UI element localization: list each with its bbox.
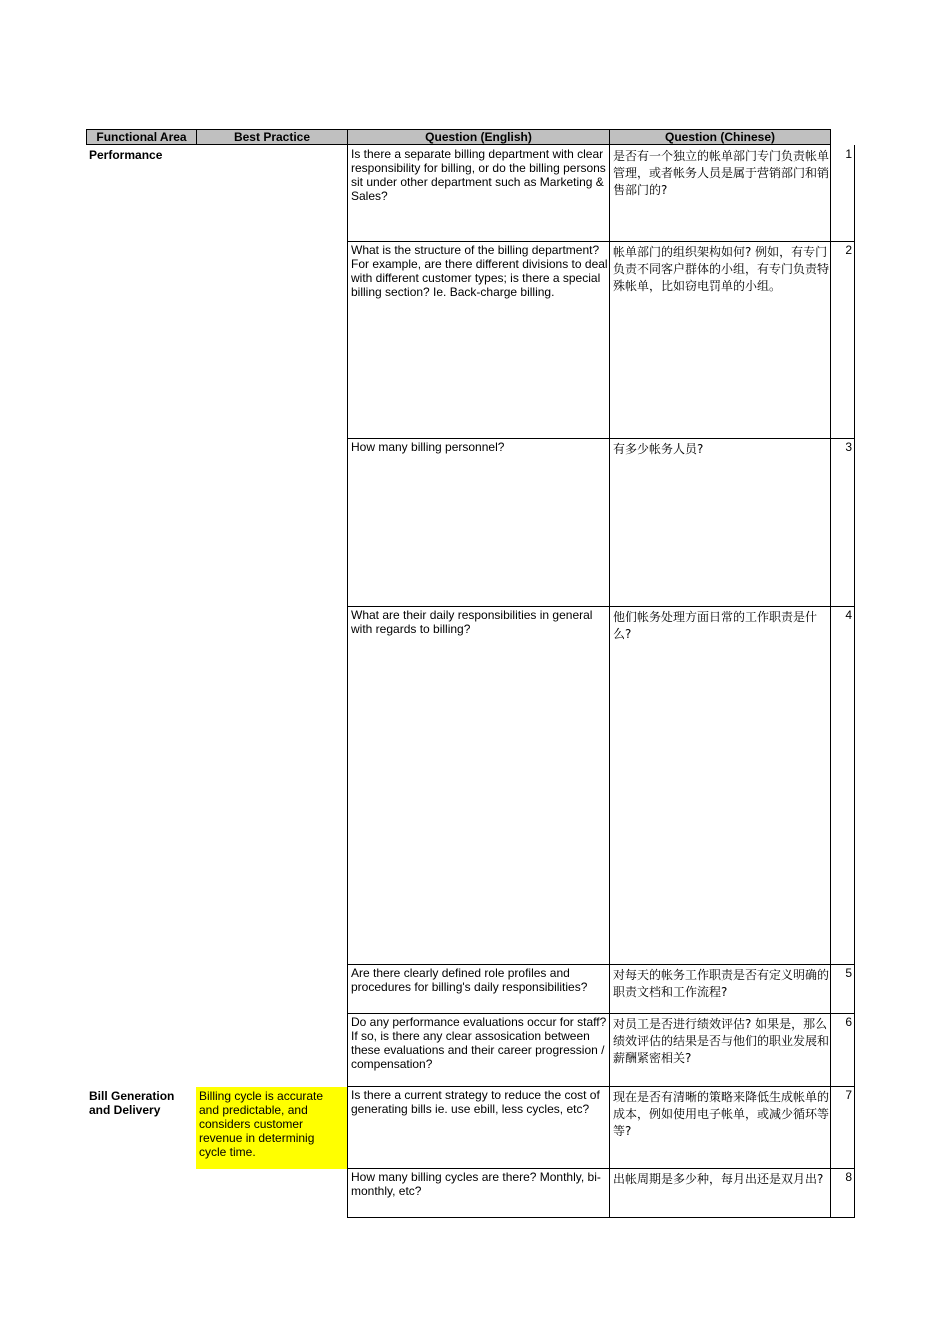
- header-functional-area: Functional Area: [86, 129, 197, 145]
- question-en-3: How many billing personnel?: [347, 438, 610, 607]
- question-zh-2: 帐单部门的组织架构如何? 例如，有专门负责不同客户群体的小组，有专门负责特殊帐单，比如窃电罚单的小组。: [609, 241, 831, 439]
- question-en-5: Are there clearly defined role profiles and procedures for billing's daily responsibilities?: [347, 964, 610, 1014]
- question-en-7: Is there a current strategy to reduce the cost of generating bills ie. use ebill, less cycles, etc?: [347, 1086, 610, 1169]
- question-zh-6: 对员工是否进行绩效评估? 如果是，那么绩效评估的结果是否与他们的职业发展和薪酬紧密相关?: [609, 1013, 831, 1087]
- question-zh-3: 有多少帐务人员?: [609, 438, 831, 607]
- best-practice-billing-cycle: Billing cycle is accurate and predictable, and considers customer revenue in determinig cycle time.: [196, 1087, 347, 1169]
- header-question-english: Question (English): [347, 129, 610, 145]
- question-number-2: 2: [830, 241, 855, 439]
- question-zh-8: 出帐周期是多少种，每月出还是双月出?: [609, 1168, 831, 1218]
- question-en-2: What is the structure of the billing department? For example, are there different divisions to deal with different customer types; is there a special billing section? Ie. Back-charge billing.: [347, 241, 610, 439]
- question-number-7: 7: [830, 1086, 855, 1169]
- question-zh-4: 他们帐务处理方面日常的工作职责是什么?: [609, 606, 831, 965]
- question-en-8: How many billing cycles are there? Monthly, bi-monthly, etc?: [347, 1168, 610, 1218]
- question-en-1: Is there a separate billing department with clear responsibility for billing, or do the billing persons sit under other department such as Marketing & Sales?: [347, 145, 610, 242]
- question-en-4: What are their daily responsibilities in general with regards to billing?: [347, 606, 610, 965]
- question-zh-1: 是否有一个独立的帐单部门专门负责帐单管理，或者帐务人员是属于营销部门和销售部门的?: [609, 145, 831, 242]
- question-zh-7: 现在是否有清晰的策略来降低生成帐单的成本，例如使用电子帐单，或减少循环等等?: [609, 1086, 831, 1169]
- functional-area-performance: Performance: [89, 148, 163, 162]
- question-number-3: 3: [830, 438, 855, 607]
- question-number-4: 4: [830, 606, 855, 965]
- functional-area-bill-generation: Bill Generation and Delivery: [89, 1089, 175, 1117]
- question-number-8: 8: [830, 1168, 855, 1218]
- header-question-chinese: Question (Chinese): [609, 129, 831, 145]
- question-zh-5: 对每天的帐务工作职责是否有定义明确的职责文档和工作流程?: [609, 964, 831, 1014]
- question-number-1: 1: [830, 145, 855, 242]
- question-en-6: Do any performance evaluations occur for staff? If so, is there any clear assosication between these evaluations and their career progression / compensation?: [347, 1013, 610, 1087]
- header-best-practice: Best Practice: [196, 129, 348, 145]
- question-number-5: 5: [830, 964, 855, 1014]
- question-number-6: 6: [830, 1013, 855, 1087]
